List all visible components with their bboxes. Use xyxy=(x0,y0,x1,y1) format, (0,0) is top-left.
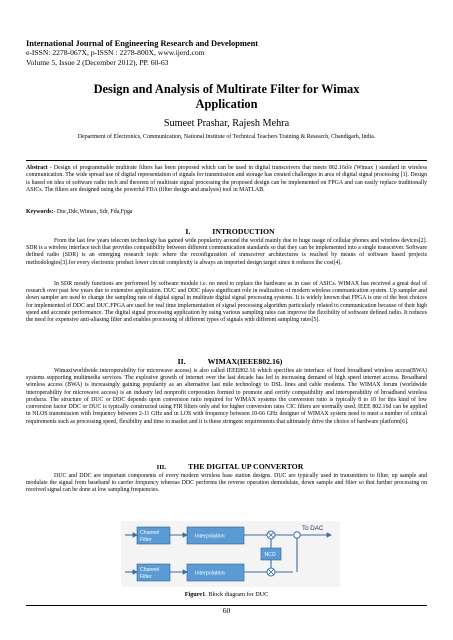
journal-name: International Journal of Engineering Research and Development xyxy=(26,39,259,48)
channel-filter-bottom-label-1: Channel xyxy=(140,567,160,573)
paper-authors: Sumeet Prashar, Rajesh Mehra xyxy=(163,118,290,129)
abstract xyxy=(26,165,427,194)
section-title: THE DIGITAL UP CONVERTOR xyxy=(188,462,304,471)
duc-diagram-svg xyxy=(121,521,340,587)
to-dac-label: To DAC xyxy=(302,525,324,532)
section-title: WIMAX(IEEE802.16) xyxy=(207,357,283,366)
channel-filter-bottom-label-2: Filter xyxy=(140,574,152,580)
nco-label: NCO xyxy=(264,552,276,558)
section-number: II. xyxy=(177,357,186,366)
keywords-text: Duc,Ddc,Wimax, Sdr, Fda,Fpga xyxy=(55,209,133,215)
adder-icon xyxy=(294,532,300,538)
interpolation-bottom-label: Interpolation xyxy=(195,570,225,577)
keywords xyxy=(26,209,427,216)
journal-issn[interactable]: e-ISSN: 2278-067X, p-ISSN : 2278-800X, www.ijerd.com xyxy=(26,48,205,58)
paper-title-line-2: Application xyxy=(195,97,258,111)
interpolation-top-label: Interpolation xyxy=(195,533,225,540)
wimax-paragraph: Wimax(worldwide interoperability for microwave access) is also called IEEE802.16 which specifies air interface of fixed broadband wireless access(BWA) systems supporting multimedia services. The explosive growth of internet over the last decade has led to increasing demand of high speed internet access. Broadband wireless access (BWA) is increasingly gaining popularity as an alternative last mile technology to DSL lines and cable modems. The WIMAX forum (worldwide interoperability for microwave access) is an industry led nonprofit corporation formed to promote and certify compatibility and interoperability of broadband wireless products. The structure of DUC or DDC depends upon conversion ratio required for WIMAX systems the conversion ratio is typically 8 to 10 for this kind of low conversion factor DDC or DUC is typically constructed using FIR filters only and for higher conversion rates CIC filters are normally used. IEEE 802.16d can be applied in NLOS transmission with frequency between 2-11 GHz and in LOS with frequency between 10-66 GHz designer of WIMAX system need to meet a number of critical requirements such as processing speed, flexibility and time to market and it is these stringent requirements that ultimately drive the choice of hardware platform[6]. xyxy=(26,368,427,425)
paper-affiliation: Department of Electronics, Communication, National Institute of Technical Teachers Training & Research, Chandigarh, India. xyxy=(77,134,376,140)
section-number: III. xyxy=(156,464,166,471)
channel-filter-top-label-1: Channel xyxy=(140,530,160,536)
duc-paragraph: DUC and DDC are important components of every modern wireless base station designs. DUC are typically used in transmitters to filter, up sample and modulate the signal from baseband to carrier frequency whereas DDC performs the reverse operation demodulate, down sample and filter so that further processing on received signal can be done at low sampling frequencies. xyxy=(26,473,427,494)
section-heading-wimax xyxy=(150,357,310,366)
section-heading-introduction xyxy=(160,227,300,236)
header-divider xyxy=(26,160,427,161)
abstract-text: - Design of programmable multirate filters has been proposed which can be used in digital transceivers that meets 802.16d/e (Wimax ) standard in wireless communication. The wide spread use of digital representation of signals for transmission and storage has created challenges in area of digital signal processing [1]. Design is based on idea of software radio tech and theorem of multirate signal processing the proposed design can be implemented on FPGA and can easily replace traditionally ASICs. The filters are designed using the powerful FDA (filter design and analysis) tool in MATLAB. xyxy=(26,165,427,193)
figure-caption-text: . Block diagram for DUC xyxy=(205,591,269,598)
figure-caption xyxy=(26,591,427,598)
keywords-label: Keywords:- xyxy=(26,209,56,215)
abstract-label: Abstract xyxy=(26,165,48,171)
journal-header xyxy=(26,39,426,67)
figure-caption-label: Figure1 xyxy=(184,591,206,598)
channel-filter-top-label-2: Filter xyxy=(140,537,152,543)
duc-block-diagram xyxy=(121,521,340,587)
section-heading-duc xyxy=(130,462,330,472)
intro-paragraph-1: From the last few years telecom technology has gained wide popularity around the world mainly due to huge usage of cellular phones and wireless devices[2]. SDR is a wireless interface tech that provides compatibility between different communication standards so that they can be implemented into a single transceiver. Software defined radio (SDR) is an emerging research topic where the reconfiguration of transceiver architectures is reached by means of software based projects methodologies[3].for every electronic product lower circuit complexity is always an imported design target since it reduces the cost[4]. xyxy=(26,238,427,266)
journal-volume: Volume 5, Issue 2 (December 2012), PP. 60-63 xyxy=(26,57,169,67)
section-number: I. xyxy=(185,227,191,236)
paper-title xyxy=(26,82,427,112)
intro-paragraph-2: In SDR mostly functions are performed by software module i.e. no need to replace the hardware as in case of ASICs. WIMAX has received a great deal of research over past few years due to extensive application. DUC and DDC plays significant role in realization of modern wireless communication system. Up sampler and down sampler are used to change the sampling rate of digital signal in multirate digital signal processing systems. It is widely known that FPGA is one of the best choices for implemented of DDC and DUC.FPGA are used for real time implementation of signal processing algorithm particularly related to communication because of their high speed and accurate performance. The digital signal processing application by using various sampling rates can improve the flexibility of software defined radio. It reduces the need for expensive anti-aliasing filter and enables processing of different types of signals with different sampling rates[5]. xyxy=(26,281,427,324)
page-number: 60 xyxy=(222,606,231,615)
section-title: INTRODUCTION xyxy=(212,227,275,236)
paper-title-line-1: Design and Analysis of Multirate Filter for Wimax xyxy=(93,82,360,96)
